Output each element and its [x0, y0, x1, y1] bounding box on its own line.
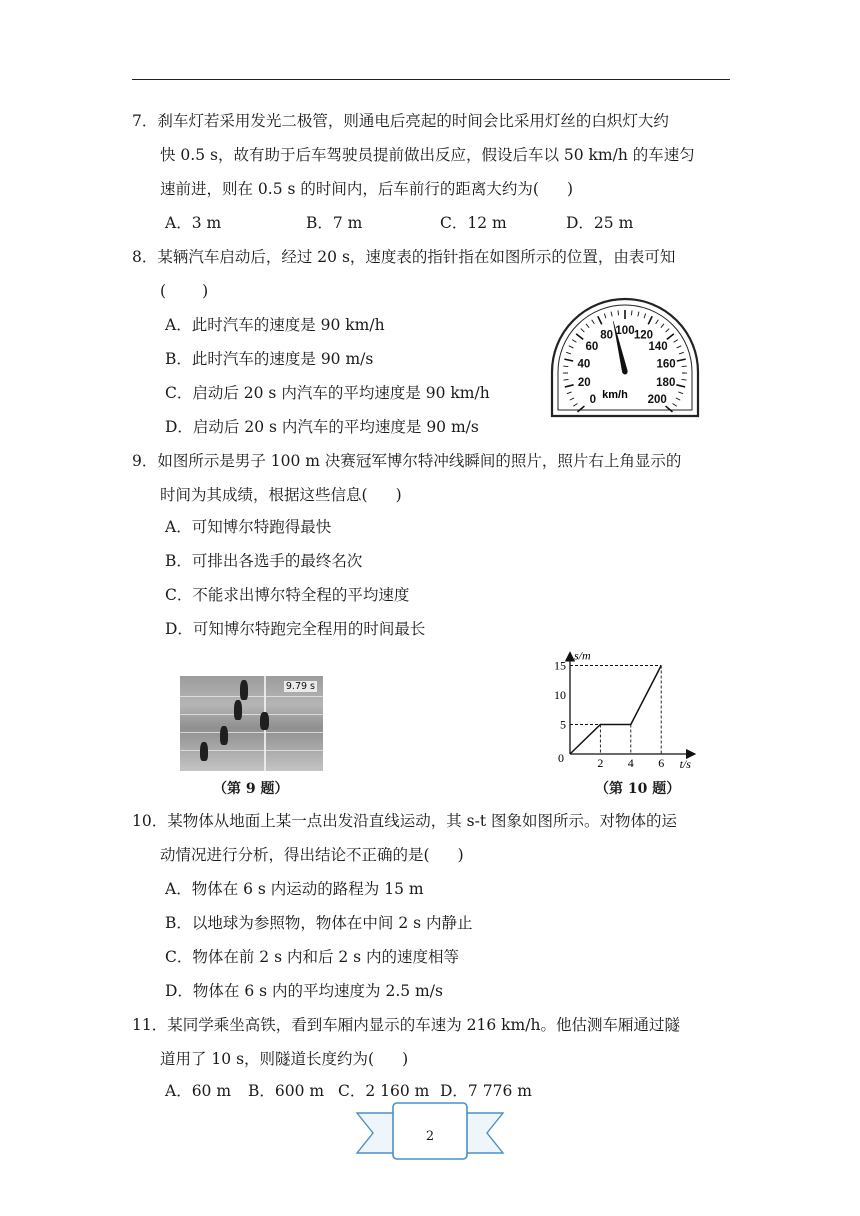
q9-line-1: 9．如图所示是男子 100 m 决赛冠军博尔特冲线瞬间的照片，照片右上角显示的	[132, 452, 682, 470]
gauge-tick-label: 20	[577, 377, 591, 390]
q9-stem-end: 时间为其成绩，根据这些信息(	[160, 486, 368, 504]
q10-option-b[interactable]: B．以地球为参照物，物体在中间 2 s 内静止	[165, 914, 473, 932]
gauge-minor-tick	[676, 398, 680, 400]
gauge-major-tick	[666, 406, 673, 412]
q10-option-c[interactable]: C．物体在前 2 s 内和后 2 s 内的速度相等	[165, 948, 460, 966]
gauge-minor-tick	[679, 352, 684, 354]
gauge-major-tick	[565, 385, 574, 387]
gauge-tick-label: 60	[585, 341, 599, 354]
gauge-minor-tick	[682, 379, 687, 380]
lane-line	[180, 732, 323, 733]
q10-line-2	[160, 845, 464, 865]
gauge-tick-label: 0	[589, 393, 597, 406]
q7-line-2: 快 0.5 s，故有助于后车驾驶员提前做出反应，假设后车以 50 km/h 的车速匀	[160, 146, 695, 164]
q9-option-a[interactable]: A．可知博尔特跑得最快	[165, 518, 332, 536]
s-t-graph	[548, 642, 708, 770]
runner-silhouette	[220, 726, 228, 745]
gauge-tick-label: 200	[647, 393, 667, 406]
q10-option-d[interactable]: D．物体在 6 s 内的平均速度为 2.5 m/s	[165, 982, 443, 1000]
y-tick-label: 5	[560, 717, 566, 732]
gauge-pivot	[623, 370, 628, 375]
lane-line	[180, 696, 323, 697]
q8-answer-parens	[160, 281, 208, 301]
gauge-minor-tick	[631, 310, 632, 315]
q11-option-c[interactable]: C．2 160 m	[338, 1082, 430, 1100]
header-rule	[132, 79, 730, 80]
q7-option-d[interactable]: D．25 m	[566, 214, 634, 232]
q9-close-paren: )	[395, 486, 402, 504]
gauge-tick-label: 80	[600, 329, 613, 342]
q9-line-2	[160, 485, 402, 505]
runner-silhouette	[234, 700, 242, 720]
q7-line-3	[160, 179, 573, 199]
q8-open-paren: (	[160, 282, 167, 300]
q10-line-1: 10．某物体从地面上某一点出发沿直线运动，其 s-t 图象如图所示。对物体的运	[132, 812, 677, 830]
gauge-minor-tick	[569, 346, 574, 348]
speedometer-figure	[540, 292, 710, 422]
gauge-tick-label: 120	[633, 329, 654, 342]
q9-option-c[interactable]: C．不能求出博尔特全程的平均速度	[165, 586, 410, 604]
finish-line-photo	[180, 676, 323, 771]
photo-time-display: 9.79 s	[285, 681, 315, 692]
x-tick-label: 4	[627, 756, 634, 770]
q10-stem-end: 动情况进行分析，得出结论不正确的是(	[160, 846, 430, 864]
gauge-major-tick	[676, 385, 685, 387]
q11-close-paren: )	[402, 1050, 409, 1068]
s-t-series-line	[570, 666, 661, 755]
q11-option-b[interactable]: B．600 m	[248, 1082, 325, 1100]
q9-option-d[interactable]: D．可知博尔特跑完全程用的时间最长	[165, 620, 426, 638]
origin-label: 0	[558, 751, 564, 765]
gauge-tick-label: 160	[656, 358, 676, 371]
gauge-minor-tick	[567, 392, 572, 394]
gauge-minor-tick	[618, 310, 619, 315]
lane-line	[180, 714, 323, 715]
gauge-major-tick	[576, 334, 583, 340]
gauge-minor-tick	[572, 340, 576, 343]
gauge-minor-tick	[564, 379, 569, 380]
gauge-minor-tick	[586, 324, 589, 328]
y-tick-label: 15	[554, 658, 566, 673]
q7-option-a[interactable]: A．3 m	[165, 214, 222, 232]
q10-option-a[interactable]: A．物体在 6 s 内运动的路程为 15 m	[165, 880, 424, 898]
q11-option-a[interactable]: A．60 m	[165, 1082, 232, 1100]
gauge-tick-label: 100	[615, 325, 635, 337]
q7-stem-end: 速前进，则在 0.5 s 的时间内，后车前行的距离大约为(	[160, 180, 539, 198]
gauge-minor-tick	[677, 346, 682, 348]
q7-option-c[interactable]: C．12 m	[440, 214, 507, 232]
gauge-minor-tick	[611, 312, 612, 317]
q8-option-c[interactable]: C．启动后 20 s 内汽车的平均速度是 90 km/h	[165, 384, 490, 402]
q11-line-2	[160, 1049, 408, 1069]
gauge-minor-tick	[570, 398, 574, 400]
gauge-unit-label: km/h	[602, 389, 628, 401]
gauge-minor-tick	[566, 352, 571, 354]
gauge-minor-tick	[673, 403, 677, 406]
gauge-major-tick	[578, 406, 585, 412]
gauge-minor-tick	[638, 312, 639, 317]
gauge-minor-tick	[581, 329, 585, 333]
q8-option-b[interactable]: B．此时汽车的速度是 90 m/s	[165, 350, 374, 368]
gauge-major-tick	[667, 334, 674, 340]
y-axis-label: s/m	[574, 648, 591, 663]
gauge-minor-tick	[592, 320, 595, 324]
gauge-minor-tick	[666, 329, 670, 333]
gauge-minor-tick	[678, 392, 683, 394]
x-tick-label: 6	[658, 756, 665, 770]
gauge-major-tick	[677, 359, 686, 361]
gauge-tick-label: 180	[656, 377, 676, 390]
q9-figure-caption: （第 9 题）	[213, 781, 289, 797]
gauge-minor-tick	[656, 320, 659, 324]
q7-option-b[interactable]: B．7 m	[306, 214, 363, 232]
gauge-minor-tick	[573, 403, 577, 406]
q8-line-1: 8．某辆汽车启动后，经过 20 s，速度表的指针指在如图所示的位置，由表可知	[132, 248, 676, 266]
runner-silhouette	[260, 712, 269, 730]
q10-close-paren: )	[457, 846, 464, 864]
q8-close-paren: )	[202, 282, 209, 300]
runner-silhouette	[240, 680, 248, 700]
gauge-major-tick	[564, 359, 573, 361]
x-tick-label: 2	[597, 756, 604, 770]
gauge-tick-label: 140	[648, 341, 668, 354]
q11-line-1: 11．某同学乘坐高铁，看到车厢内显示的车速为 216 km/h。他估测车厢通过隧	[132, 1016, 680, 1034]
y-tick-label: 10	[554, 688, 566, 702]
gauge-minor-tick	[674, 340, 678, 343]
q10-figure-caption: （第 10 题）	[595, 781, 681, 797]
q9-option-b[interactable]: B．可排出各选手的最终名次	[165, 552, 363, 570]
gauge-major-tick	[648, 316, 652, 324]
page-number: 2	[425, 1129, 435, 1144]
q7-line-1: 7．刹车灯若采用发光二极管，则通电后亮起的时间会比采用灯丝的白炽灯大约	[132, 112, 669, 130]
q7-close-paren: )	[566, 180, 573, 198]
q11-option-d[interactable]: D．7 776 m	[440, 1082, 532, 1100]
gauge-minor-tick	[661, 324, 664, 328]
q8-option-a[interactable]: A．此时汽车的速度是 90 km/h	[165, 316, 385, 334]
gauge-major-tick	[598, 316, 602, 324]
gauge-minor-tick	[644, 314, 646, 319]
q11-stem-end: 道用了 10 s，则隧道长度约为(	[160, 1050, 375, 1068]
x-axis-label: t/s	[679, 757, 691, 770]
gauge-minor-tick	[604, 314, 606, 319]
runner-silhouette	[200, 742, 208, 761]
q8-option-d[interactable]: D．启动后 20 s 内汽车的平均速度是 90 m/s	[165, 418, 479, 436]
gauge-tick-label: 40	[577, 358, 591, 371]
